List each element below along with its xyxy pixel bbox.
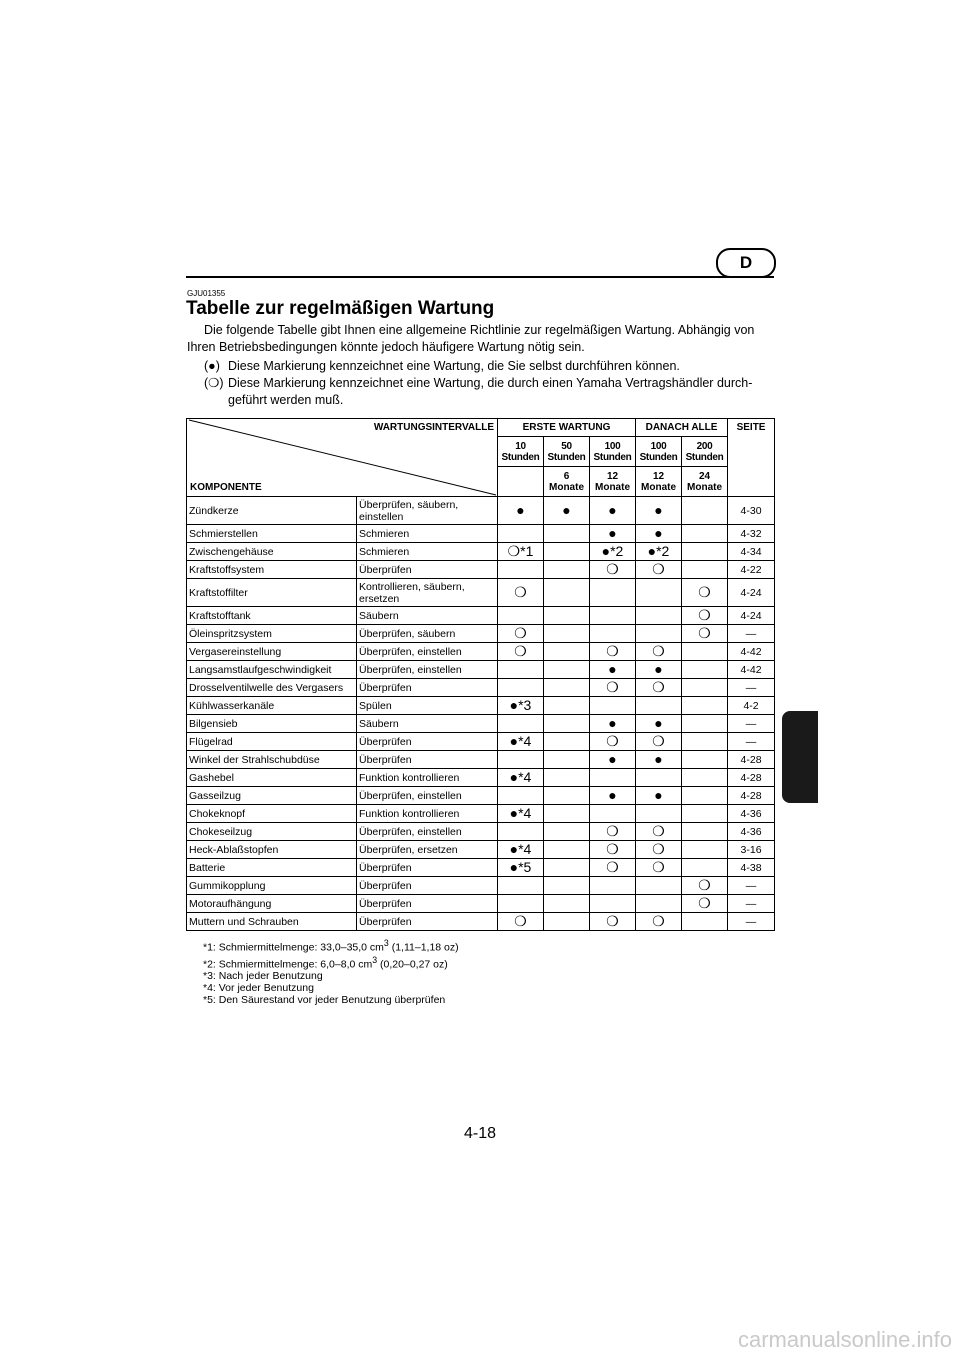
interval-mark-cell bbox=[544, 643, 590, 661]
interval-mark-cell bbox=[682, 715, 728, 733]
table-row bbox=[187, 823, 775, 841]
footnote: *2: Schmiermittelmenge: 6,0–8,0 $cm^3$ (0,20–0,27 oz) bbox=[203, 954, 448, 970]
interval-mark-cell: ❍ bbox=[682, 625, 728, 643]
page-ref-cell: — bbox=[728, 715, 775, 733]
interval-mark-cell bbox=[682, 823, 728, 841]
interval-mark-cell bbox=[544, 751, 590, 769]
table-row bbox=[187, 895, 775, 913]
legend-text: Diese Markierung kennzeichnet eine Wartung, die durch einen Yamaha Vertragshändler durch-geführt werden muß. bbox=[228, 376, 753, 407]
thereafter-header: DANACH ALLE bbox=[636, 419, 728, 437]
component-cell: Gashebel bbox=[187, 769, 357, 787]
component-cell: Muttern und Schrauben bbox=[187, 913, 357, 931]
component-cell: Flügelrad bbox=[187, 733, 357, 751]
table-row bbox=[187, 715, 775, 733]
interval-mark-cell bbox=[544, 525, 590, 543]
legend-text: Diese Markierung kennzeichnet eine Wartung, die Sie selbst durchführen können. bbox=[228, 359, 680, 373]
interval-mark-cell bbox=[544, 697, 590, 715]
page-ref-header: SEITE bbox=[728, 419, 775, 497]
interval-mark-cell bbox=[544, 733, 590, 751]
component-cell: Langsamstlaufgeschwindigkeit bbox=[187, 661, 357, 679]
interval-mark-cell bbox=[590, 805, 636, 823]
first-service-header: ERSTE WARTUNG bbox=[498, 419, 636, 437]
interval-mark-cell bbox=[498, 525, 544, 543]
interval-mark-cell: ❍ bbox=[590, 841, 636, 859]
action-cell: Spülen bbox=[357, 697, 498, 715]
page-ref-cell: 4-36 bbox=[728, 823, 775, 841]
footnote: *5: Den Säurestand vor jeder Benutzung überprüfen bbox=[203, 994, 446, 1006]
interval-mark-cell: ❍ bbox=[590, 913, 636, 931]
interval-mark-cell bbox=[682, 733, 728, 751]
page-ref-cell: — bbox=[728, 913, 775, 931]
interval-mark-cell: ❍ bbox=[590, 823, 636, 841]
interval-mark-cell: ❍ bbox=[498, 625, 544, 643]
interval-mark-cell bbox=[682, 561, 728, 579]
interval-mark-cell bbox=[544, 823, 590, 841]
component-cell: Kraftstoffsystem bbox=[187, 561, 357, 579]
component-cell: Heck-Ablaßstopfen bbox=[187, 841, 357, 859]
interval-mark-cell: ❍ bbox=[682, 895, 728, 913]
footnote: *1: Schmiermittelmenge: 33,0–35,0 $cm^3$ (1,11–1,18 oz) bbox=[203, 938, 459, 954]
action-cell: Überprüfen bbox=[357, 751, 498, 769]
interval-mark-cell: ● bbox=[636, 661, 682, 679]
page-ref-cell: 4-36 bbox=[728, 805, 775, 823]
table-row bbox=[187, 859, 775, 877]
table-row bbox=[187, 805, 775, 823]
interval-mark-cell bbox=[590, 769, 636, 787]
action-cell: Kontrollieren, säubern, ersetzen bbox=[357, 579, 498, 607]
component-cell: Zwischengehäuse bbox=[187, 543, 357, 561]
interval-mark-cell: ❍ bbox=[636, 823, 682, 841]
action-cell: Schmieren bbox=[357, 543, 498, 561]
interval-mark-cell bbox=[498, 751, 544, 769]
page-ref-cell: 4-2 bbox=[728, 697, 775, 715]
legend-item-self bbox=[204, 358, 774, 375]
interval-mark-cell bbox=[682, 697, 728, 715]
interval-mark-cell bbox=[590, 625, 636, 643]
interval-mark-cell: ● bbox=[590, 787, 636, 805]
action-cell: Überprüfen bbox=[357, 561, 498, 579]
interval-mark-cell bbox=[636, 877, 682, 895]
action-cell: Überprüfen bbox=[357, 877, 498, 895]
interval-mark-cell bbox=[636, 769, 682, 787]
interval-mark-cell bbox=[544, 679, 590, 697]
interval-mark-cell bbox=[682, 913, 728, 931]
interval-mark-cell: ❍ bbox=[590, 561, 636, 579]
interval-mark-cell bbox=[544, 769, 590, 787]
interval-mark-cell: ❍ bbox=[636, 679, 682, 697]
interval-mark-cell: ●*2 bbox=[636, 543, 682, 561]
interval-mark-cell bbox=[498, 561, 544, 579]
footnote: *3: Nach jeder Benutzung bbox=[203, 970, 323, 982]
component-cell: Winkel der Strahlschubdüse bbox=[187, 751, 357, 769]
header-rule bbox=[186, 276, 774, 278]
interval-mark-cell bbox=[498, 877, 544, 895]
interval-mark-cell bbox=[544, 841, 590, 859]
component-cell: Gasseilzug bbox=[187, 787, 357, 805]
table-row bbox=[187, 543, 775, 561]
table-row bbox=[187, 841, 775, 859]
interval-mark-cell: ● bbox=[590, 715, 636, 733]
interval-24m: 24 Monate bbox=[682, 467, 728, 497]
page-ref-cell: 4-42 bbox=[728, 643, 775, 661]
page-ref-cell: 4-42 bbox=[728, 661, 775, 679]
table-row bbox=[187, 497, 775, 525]
document-code: GJU01355 bbox=[187, 289, 226, 298]
page-number: 4-18 bbox=[463, 1125, 497, 1142]
page-ref-cell: 4-28 bbox=[728, 751, 775, 769]
interval-mark-cell bbox=[544, 877, 590, 895]
interval-mark-cell bbox=[682, 841, 728, 859]
interval-mark-cell bbox=[682, 805, 728, 823]
interval-mark-cell: ❍ bbox=[682, 877, 728, 895]
component-cell: Kühlwasserkanäle bbox=[187, 697, 357, 715]
table-row bbox=[187, 733, 775, 751]
interval-mark-cell bbox=[590, 607, 636, 625]
interval-mark-cell: ❍ bbox=[682, 579, 728, 607]
interval-mark-cell bbox=[590, 579, 636, 607]
page-ref-cell: 3-16 bbox=[728, 841, 775, 859]
component-cell: Schmierstellen bbox=[187, 525, 357, 543]
interval-mark-cell bbox=[682, 497, 728, 525]
interval-mark-cell bbox=[544, 859, 590, 877]
page-ref-cell: 4-24 bbox=[728, 579, 775, 607]
interval-mark-cell: ● bbox=[590, 525, 636, 543]
interval-mark-cell: ❍ bbox=[590, 679, 636, 697]
page-ref-cell: 4-24 bbox=[728, 607, 775, 625]
interval-mark-cell bbox=[498, 787, 544, 805]
interval-mark-cell bbox=[544, 895, 590, 913]
page-ref-cell: 4-22 bbox=[728, 561, 775, 579]
table-row bbox=[187, 697, 775, 715]
interval-mark-cell: ❍ bbox=[636, 561, 682, 579]
action-cell: Schmieren bbox=[357, 525, 498, 543]
action-cell: Überprüfen bbox=[357, 733, 498, 751]
interval-mark-cell: ●*4 bbox=[498, 841, 544, 859]
action-cell: Säubern bbox=[357, 715, 498, 733]
interval-mark-cell: ●*4 bbox=[498, 805, 544, 823]
interval-mark-cell: ❍ bbox=[636, 733, 682, 751]
component-cell: Batterie bbox=[187, 859, 357, 877]
interval-mark-cell: ● bbox=[636, 715, 682, 733]
page-ref-cell: — bbox=[728, 895, 775, 913]
legend-item-dealer bbox=[204, 375, 774, 409]
interval-mark-cell bbox=[544, 661, 590, 679]
action-cell: Überprüfen, einstellen bbox=[357, 787, 498, 805]
action-cell: Überprüfen, einstellen bbox=[357, 643, 498, 661]
interval-mark-cell bbox=[544, 579, 590, 607]
interval-mark-cell: ❍ bbox=[682, 607, 728, 625]
filled-circle-icon: (●) bbox=[204, 359, 220, 373]
table-row bbox=[187, 643, 775, 661]
footnote: *4: Vor jeder Benutzung bbox=[203, 982, 314, 994]
interval-mark-cell: ●*4 bbox=[498, 733, 544, 751]
interval-100h: 100 Stunden bbox=[636, 437, 682, 467]
interval-blank bbox=[498, 467, 544, 497]
interval-mark-cell bbox=[636, 607, 682, 625]
action-cell: Säubern bbox=[357, 607, 498, 625]
table-row bbox=[187, 561, 775, 579]
action-cell: Überprüfen, einstellen bbox=[357, 823, 498, 841]
interval-mark-cell bbox=[498, 607, 544, 625]
component-cell: Zündkerze bbox=[187, 497, 357, 525]
interval-mark-cell: ● bbox=[590, 661, 636, 679]
interval-mark-cell bbox=[682, 679, 728, 697]
maintenance-table bbox=[186, 418, 775, 931]
interval-mark-cell: ● bbox=[590, 497, 636, 525]
interval-mark-cell: ●*3 bbox=[498, 697, 544, 715]
interval-mark-cell bbox=[636, 697, 682, 715]
interval-mark-cell bbox=[498, 823, 544, 841]
interval-50h: 50 Stunden bbox=[544, 437, 590, 467]
interval-mark-cell bbox=[682, 543, 728, 561]
interval-100h-first: 100 Stunden bbox=[590, 437, 636, 467]
interval-mark-cell: ❍ bbox=[590, 733, 636, 751]
interval-mark-cell bbox=[636, 579, 682, 607]
interval-mark-cell: ❍ bbox=[636, 859, 682, 877]
action-cell: Überprüfen bbox=[357, 913, 498, 931]
table-row bbox=[187, 607, 775, 625]
action-cell: Überprüfen bbox=[357, 895, 498, 913]
interval-mark-cell bbox=[498, 661, 544, 679]
interval-mark-cell: ❍ bbox=[498, 913, 544, 931]
interval-mark-cell bbox=[544, 607, 590, 625]
component-cell: Motoraufhängung bbox=[187, 895, 357, 913]
action-cell: Überprüfen, ersetzen bbox=[357, 841, 498, 859]
interval-mark-cell bbox=[544, 561, 590, 579]
interval-mark-cell bbox=[498, 679, 544, 697]
action-cell: Funktion kontrollieren bbox=[357, 769, 498, 787]
interval-12m: 12 Monate bbox=[636, 467, 682, 497]
component-cell: Chokeknopf bbox=[187, 805, 357, 823]
interval-mark-cell: ❍ bbox=[590, 859, 636, 877]
interval-mark-cell bbox=[682, 859, 728, 877]
interval-mark-cell: ●*4 bbox=[498, 769, 544, 787]
action-cell: Überprüfen, einstellen bbox=[357, 661, 498, 679]
interval-mark-cell: ● bbox=[636, 787, 682, 805]
component-cell: Kraftstofftank bbox=[187, 607, 357, 625]
interval-12m-first: 12 Monate bbox=[590, 467, 636, 497]
component-cell: Chokeseilzug bbox=[187, 823, 357, 841]
table-row bbox=[187, 787, 775, 805]
interval-mark-cell bbox=[682, 525, 728, 543]
page-ref-cell: — bbox=[728, 877, 775, 895]
interval-mark-cell bbox=[682, 769, 728, 787]
header-diagonal-cell bbox=[187, 419, 498, 497]
component-cell: Öleinspritzsystem bbox=[187, 625, 357, 643]
component-cell: Kraftstoffilter bbox=[187, 579, 357, 607]
component-cell: Bilgensieb bbox=[187, 715, 357, 733]
interval-mark-cell bbox=[544, 913, 590, 931]
page-ref-cell: — bbox=[728, 679, 775, 697]
interval-mark-cell bbox=[682, 643, 728, 661]
interval-mark-cell: ● bbox=[498, 497, 544, 525]
footnotes bbox=[203, 937, 459, 1006]
interval-mark-cell bbox=[590, 697, 636, 715]
page-ref-cell: 4-30 bbox=[728, 497, 775, 525]
table-row bbox=[187, 679, 775, 697]
interval-mark-cell bbox=[636, 895, 682, 913]
interval-mark-cell bbox=[498, 715, 544, 733]
interval-mark-cell: ❍ bbox=[498, 579, 544, 607]
interval-mark-cell: ●*5 bbox=[498, 859, 544, 877]
language-badge: D bbox=[716, 248, 776, 278]
table-row bbox=[187, 877, 775, 895]
interval-mark-cell bbox=[544, 715, 590, 733]
interval-mark-cell bbox=[636, 625, 682, 643]
interval-mark-cell: ❍ bbox=[636, 913, 682, 931]
interval-mark-cell: ● bbox=[636, 525, 682, 543]
component-cell: Vergasereinstellung bbox=[187, 643, 357, 661]
table-row bbox=[187, 913, 775, 931]
table-row bbox=[187, 661, 775, 679]
table-row bbox=[187, 525, 775, 543]
component-header: KOMPONENTE bbox=[190, 482, 262, 493]
page-ref-cell: 4-28 bbox=[728, 787, 775, 805]
open-circle-icon: (❍) bbox=[204, 376, 224, 390]
interval-mark-cell bbox=[590, 877, 636, 895]
interval-mark-cell bbox=[498, 895, 544, 913]
watermark: carmanualsonline.info bbox=[737, 1327, 952, 1352]
table-row bbox=[187, 625, 775, 643]
interval-200h: 200 Stunden bbox=[682, 437, 728, 467]
interval-mark-cell: ● bbox=[636, 497, 682, 525]
page-title: Tabelle zur regelmäßigen Wartung bbox=[186, 298, 495, 319]
interval-mark-cell: ❍ bbox=[636, 841, 682, 859]
interval-mark-cell bbox=[544, 543, 590, 561]
interval-mark-cell bbox=[544, 625, 590, 643]
interval-mark-cell bbox=[590, 895, 636, 913]
component-cell: Drosselventilwelle des Vergasers bbox=[187, 679, 357, 697]
intro-paragraph: Die folgende Tabelle gibt Ihnen eine allgemeine Richtlinie zur regelmäßigen Wartung. Abhängig von Ihren Betriebsbedingungen könnte jedoch häufigere Wartung nötig sein. bbox=[187, 323, 755, 354]
interval-mark-cell: ❍*1 bbox=[498, 543, 544, 561]
table-row bbox=[187, 579, 775, 607]
interval-mark-cell bbox=[682, 661, 728, 679]
page-ref-cell: 4-38 bbox=[728, 859, 775, 877]
interval-mark-cell bbox=[636, 805, 682, 823]
interval-mark-cell: ● bbox=[590, 751, 636, 769]
interval-mark-cell: ❍ bbox=[498, 643, 544, 661]
table-row bbox=[187, 751, 775, 769]
interval-mark-cell: ● bbox=[636, 751, 682, 769]
page-ref-cell: 4-28 bbox=[728, 769, 775, 787]
table-row bbox=[187, 769, 775, 787]
action-cell: Funktion kontrollieren bbox=[357, 805, 498, 823]
interval-mark-cell: ● bbox=[544, 497, 590, 525]
page-ref-cell: — bbox=[728, 625, 775, 643]
action-cell: Überprüfen, säubern bbox=[357, 625, 498, 643]
interval-6m: 6 Monate bbox=[544, 467, 590, 497]
interval-10h: 10 Stunden bbox=[498, 437, 544, 467]
component-cell: Gummikopplung bbox=[187, 877, 357, 895]
interval-mark-cell bbox=[682, 751, 728, 769]
interval-mark-cell: ❍ bbox=[590, 643, 636, 661]
page-ref-cell: — bbox=[728, 733, 775, 751]
interval-mark-cell: ●*2 bbox=[590, 543, 636, 561]
intervals-header: WARTUNGSINTERVALLE bbox=[373, 422, 494, 433]
page-ref-cell: 4-34 bbox=[728, 543, 775, 561]
action-cell: Überprüfen, säubern, einstellen bbox=[357, 497, 498, 525]
interval-mark-cell: ❍ bbox=[636, 643, 682, 661]
interval-mark-cell bbox=[544, 805, 590, 823]
action-cell: Überprüfen bbox=[357, 679, 498, 697]
chapter-tab bbox=[782, 711, 818, 803]
interval-mark-cell bbox=[682, 787, 728, 805]
interval-mark-cell bbox=[544, 787, 590, 805]
page-ref-cell: 4-32 bbox=[728, 525, 775, 543]
action-cell: Überprüfen bbox=[357, 859, 498, 877]
